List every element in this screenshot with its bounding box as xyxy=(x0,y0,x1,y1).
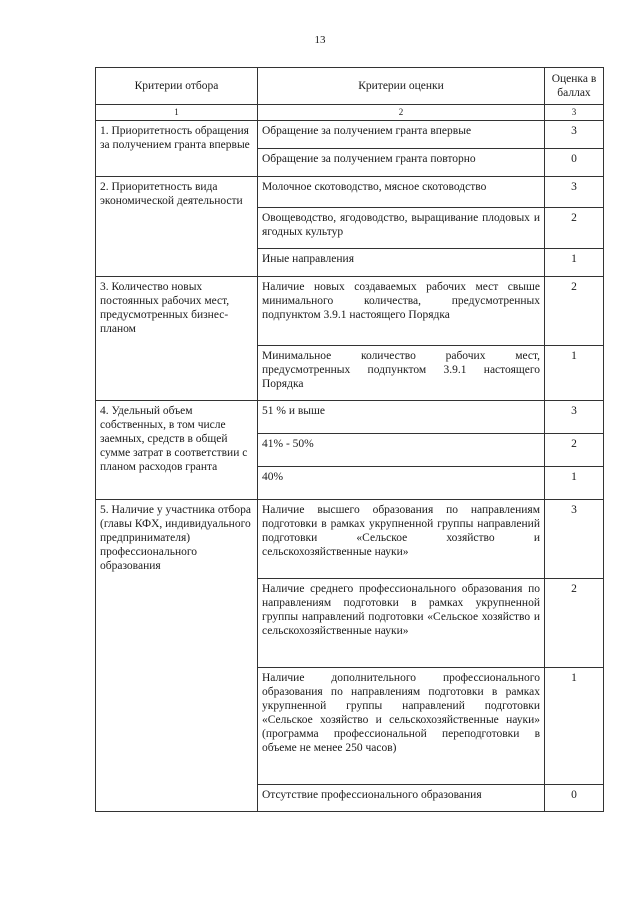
selection-criterion: 2. Приоритетность вида экономической деятельности xyxy=(96,177,258,277)
selection-criterion: 4. Удельный объем собственных, в том числе заемных, средств в общей сумме затрат в соответствии с планом расходов гранта xyxy=(96,401,258,500)
score-value: 1 xyxy=(545,668,604,785)
evaluation-criterion: 41% - 50% xyxy=(258,434,545,467)
score-value: 0 xyxy=(545,785,604,812)
score-value: 0 xyxy=(545,149,604,177)
evaluation-criterion: Наличие среднего профессионального образования по направлениям подготовки в рамках укрупненной группы направлений подготовки «Сельское хозяйство и сельскохозяйственные науки» xyxy=(258,579,545,668)
score-value: 3 xyxy=(545,401,604,434)
score-value: 2 xyxy=(545,434,604,467)
score-value: 2 xyxy=(545,277,604,346)
table-row xyxy=(96,121,604,149)
evaluation-criterion: Иные направления xyxy=(258,249,545,277)
score-value: 3 xyxy=(545,177,604,208)
header-selection-criteria: Критерии отбора xyxy=(96,68,258,105)
score-value: 1 xyxy=(545,467,604,500)
score-value: 3 xyxy=(545,121,604,149)
evaluation-criterion: Молочное скотоводство, мясное скотоводство xyxy=(258,177,545,208)
table-row xyxy=(96,177,604,208)
selection-criterion: 5. Наличие у участника отбора (главы КФХ, индивидуального предпринимателя) профессионального образования xyxy=(96,500,258,812)
column-number-row xyxy=(96,105,604,121)
selection-criterion: 1. Приоритетность обращения за получением гранта впервые xyxy=(96,121,258,177)
evaluation-criterion: Отсутствие профессионального образования xyxy=(258,785,545,812)
evaluation-criterion: Обращение за получением гранта повторно xyxy=(258,149,545,177)
table-row xyxy=(96,401,604,434)
header-score: Оценка в баллах xyxy=(545,68,604,105)
column-number: 1 xyxy=(96,105,258,121)
score-value: 2 xyxy=(545,208,604,249)
score-value: 2 xyxy=(545,579,604,668)
header-evaluation-criteria: Критерии оценки xyxy=(258,68,545,105)
score-value: 1 xyxy=(545,346,604,401)
evaluation-criterion: Наличие новых создаваемых рабочих мест свыше минимального количества, предусмотренных подпунктом 3.9.1 настоящего Порядка xyxy=(258,277,545,346)
column-number: 3 xyxy=(545,105,604,121)
score-value: 3 xyxy=(545,500,604,579)
evaluation-criterion: 40% xyxy=(258,467,545,500)
evaluation-criterion: 51 % и выше xyxy=(258,401,545,434)
evaluation-criterion: Наличие дополнительного профессионального образования по направлениям подготовки в рамках укрупненной группы направлений подготовки «Сельское хозяйство и сельскохозяйственные науки» (программа профессиональной переподготовки в объеме не менее 250 часов) xyxy=(258,668,545,785)
evaluation-criterion: Овощеводство, ягодоводство, выращивание плодовых и ягодных культур xyxy=(258,208,545,249)
table-row xyxy=(96,500,604,579)
evaluation-criterion: Минимальное количество рабочих мест, предусмотренных подпунктом 3.9.1 настоящего Порядка xyxy=(258,346,545,401)
criteria-table xyxy=(95,67,604,812)
column-number: 2 xyxy=(258,105,545,121)
score-value: 1 xyxy=(545,249,604,277)
table-header-row xyxy=(96,68,604,105)
page-number: 13 xyxy=(314,34,326,46)
evaluation-criterion: Наличие высшего образования по направлениям подготовки в рамках укрупненной группы направлений подготовки «Сельское хозяйство и сельскохозяйственные науки» xyxy=(258,500,545,579)
selection-criterion: 3. Количество новых постоянных рабочих мест, предусмотренных бизнес-планом xyxy=(96,277,258,401)
evaluation-criterion: Обращение за получением гранта впервые xyxy=(258,121,545,149)
table-row xyxy=(96,277,604,346)
